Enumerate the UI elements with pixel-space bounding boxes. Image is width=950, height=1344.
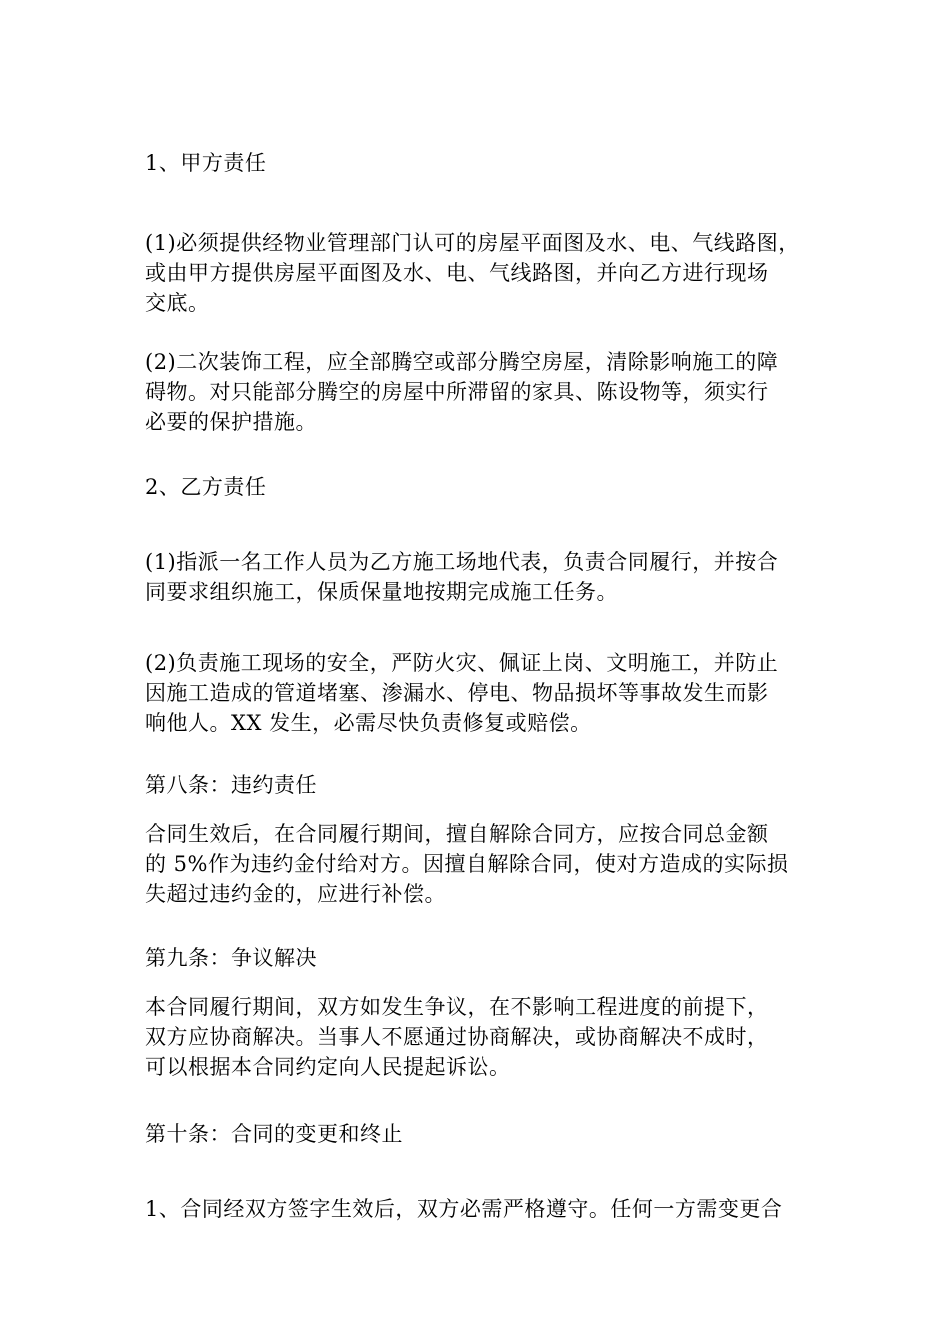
paragraph-party-a-item-1 xyxy=(145,228,815,318)
section-heading-party-b-duties xyxy=(145,472,815,502)
text-line: 第九条：争议解决 xyxy=(145,946,317,970)
paragraph-party-b-item-2 xyxy=(145,648,815,738)
section-heading-party-a-duties xyxy=(145,148,815,178)
text-line: 合同生效后，在合同履行期间，擅自解除合同方，应按合同总金额 xyxy=(145,822,769,846)
paragraph-party-a-item-2 xyxy=(145,347,815,437)
text-line: (1)必须提供经物业管理部门认可的房屋平面图及水、电、气线路图， xyxy=(145,231,800,255)
text-line: 第十条：合同的变更和终止 xyxy=(145,1122,403,1146)
text-line: 因施工造成的管道堵塞、渗漏水、停电、物品损坏等事故发生而影 xyxy=(145,681,769,705)
text-line: (2)二次装饰工程，应全部腾空或部分腾空房屋，清除影响施工的障 xyxy=(145,350,779,374)
article-8-heading xyxy=(145,770,815,800)
text-line: 的 5%作为违约金付给对方。因擅自解除合同，使对方造成的实际损 xyxy=(145,852,789,876)
text-line: 响他人。XX 发生，必需尽快负责修复或赔偿。 xyxy=(145,711,592,735)
text-line: 必要的保护措施。 xyxy=(145,410,317,434)
text-line: 1、合同经双方签字生效后，双方必需严格遵守。任何一方需变更合 xyxy=(145,1197,783,1221)
text-line: 失超过违约金的，应进行补偿。 xyxy=(145,882,446,906)
article-9-heading xyxy=(145,943,815,973)
paragraph-party-b-item-1 xyxy=(145,547,815,607)
text-line: 可以根据本合同约定向人民提起诉讼。 xyxy=(145,1055,511,1079)
text-line: 第八条：违约责任 xyxy=(145,773,317,797)
text-line: 同要求组织施工，保质保量地按期完成施工任务。 xyxy=(145,580,618,604)
article-9-body xyxy=(145,992,815,1082)
article-10-heading xyxy=(145,1119,815,1149)
article-8-body xyxy=(145,819,815,909)
text-line: 交底。 xyxy=(145,291,210,315)
text-line: 碍物。对只能部分腾空的房屋中所滞留的家具、陈设物等，须实行 xyxy=(145,380,769,404)
text-line: 本合同履行期间，双方如发生争议，在不影响工程进度的前提下， xyxy=(145,995,769,1019)
text-line: (2)负责施工现场的安全，严防火灾、佩证上岗、文明施工，并防止 xyxy=(145,651,779,675)
text-line: 或由甲方提供房屋平面图及水、电、气线路图，并向乙方进行现场 xyxy=(145,261,769,285)
text-line: 1、甲方责任 xyxy=(145,151,267,175)
text-line: 双方应协商解决。当事人不愿通过协商解决，或协商解决不成时， xyxy=(145,1025,769,1049)
text-line: 2、乙方责任 xyxy=(145,475,267,499)
article-10-item-1 xyxy=(145,1194,815,1224)
text-line: (1)指派一名工作人员为乙方施工场地代表，负责合同履行，并按合 xyxy=(145,550,779,574)
